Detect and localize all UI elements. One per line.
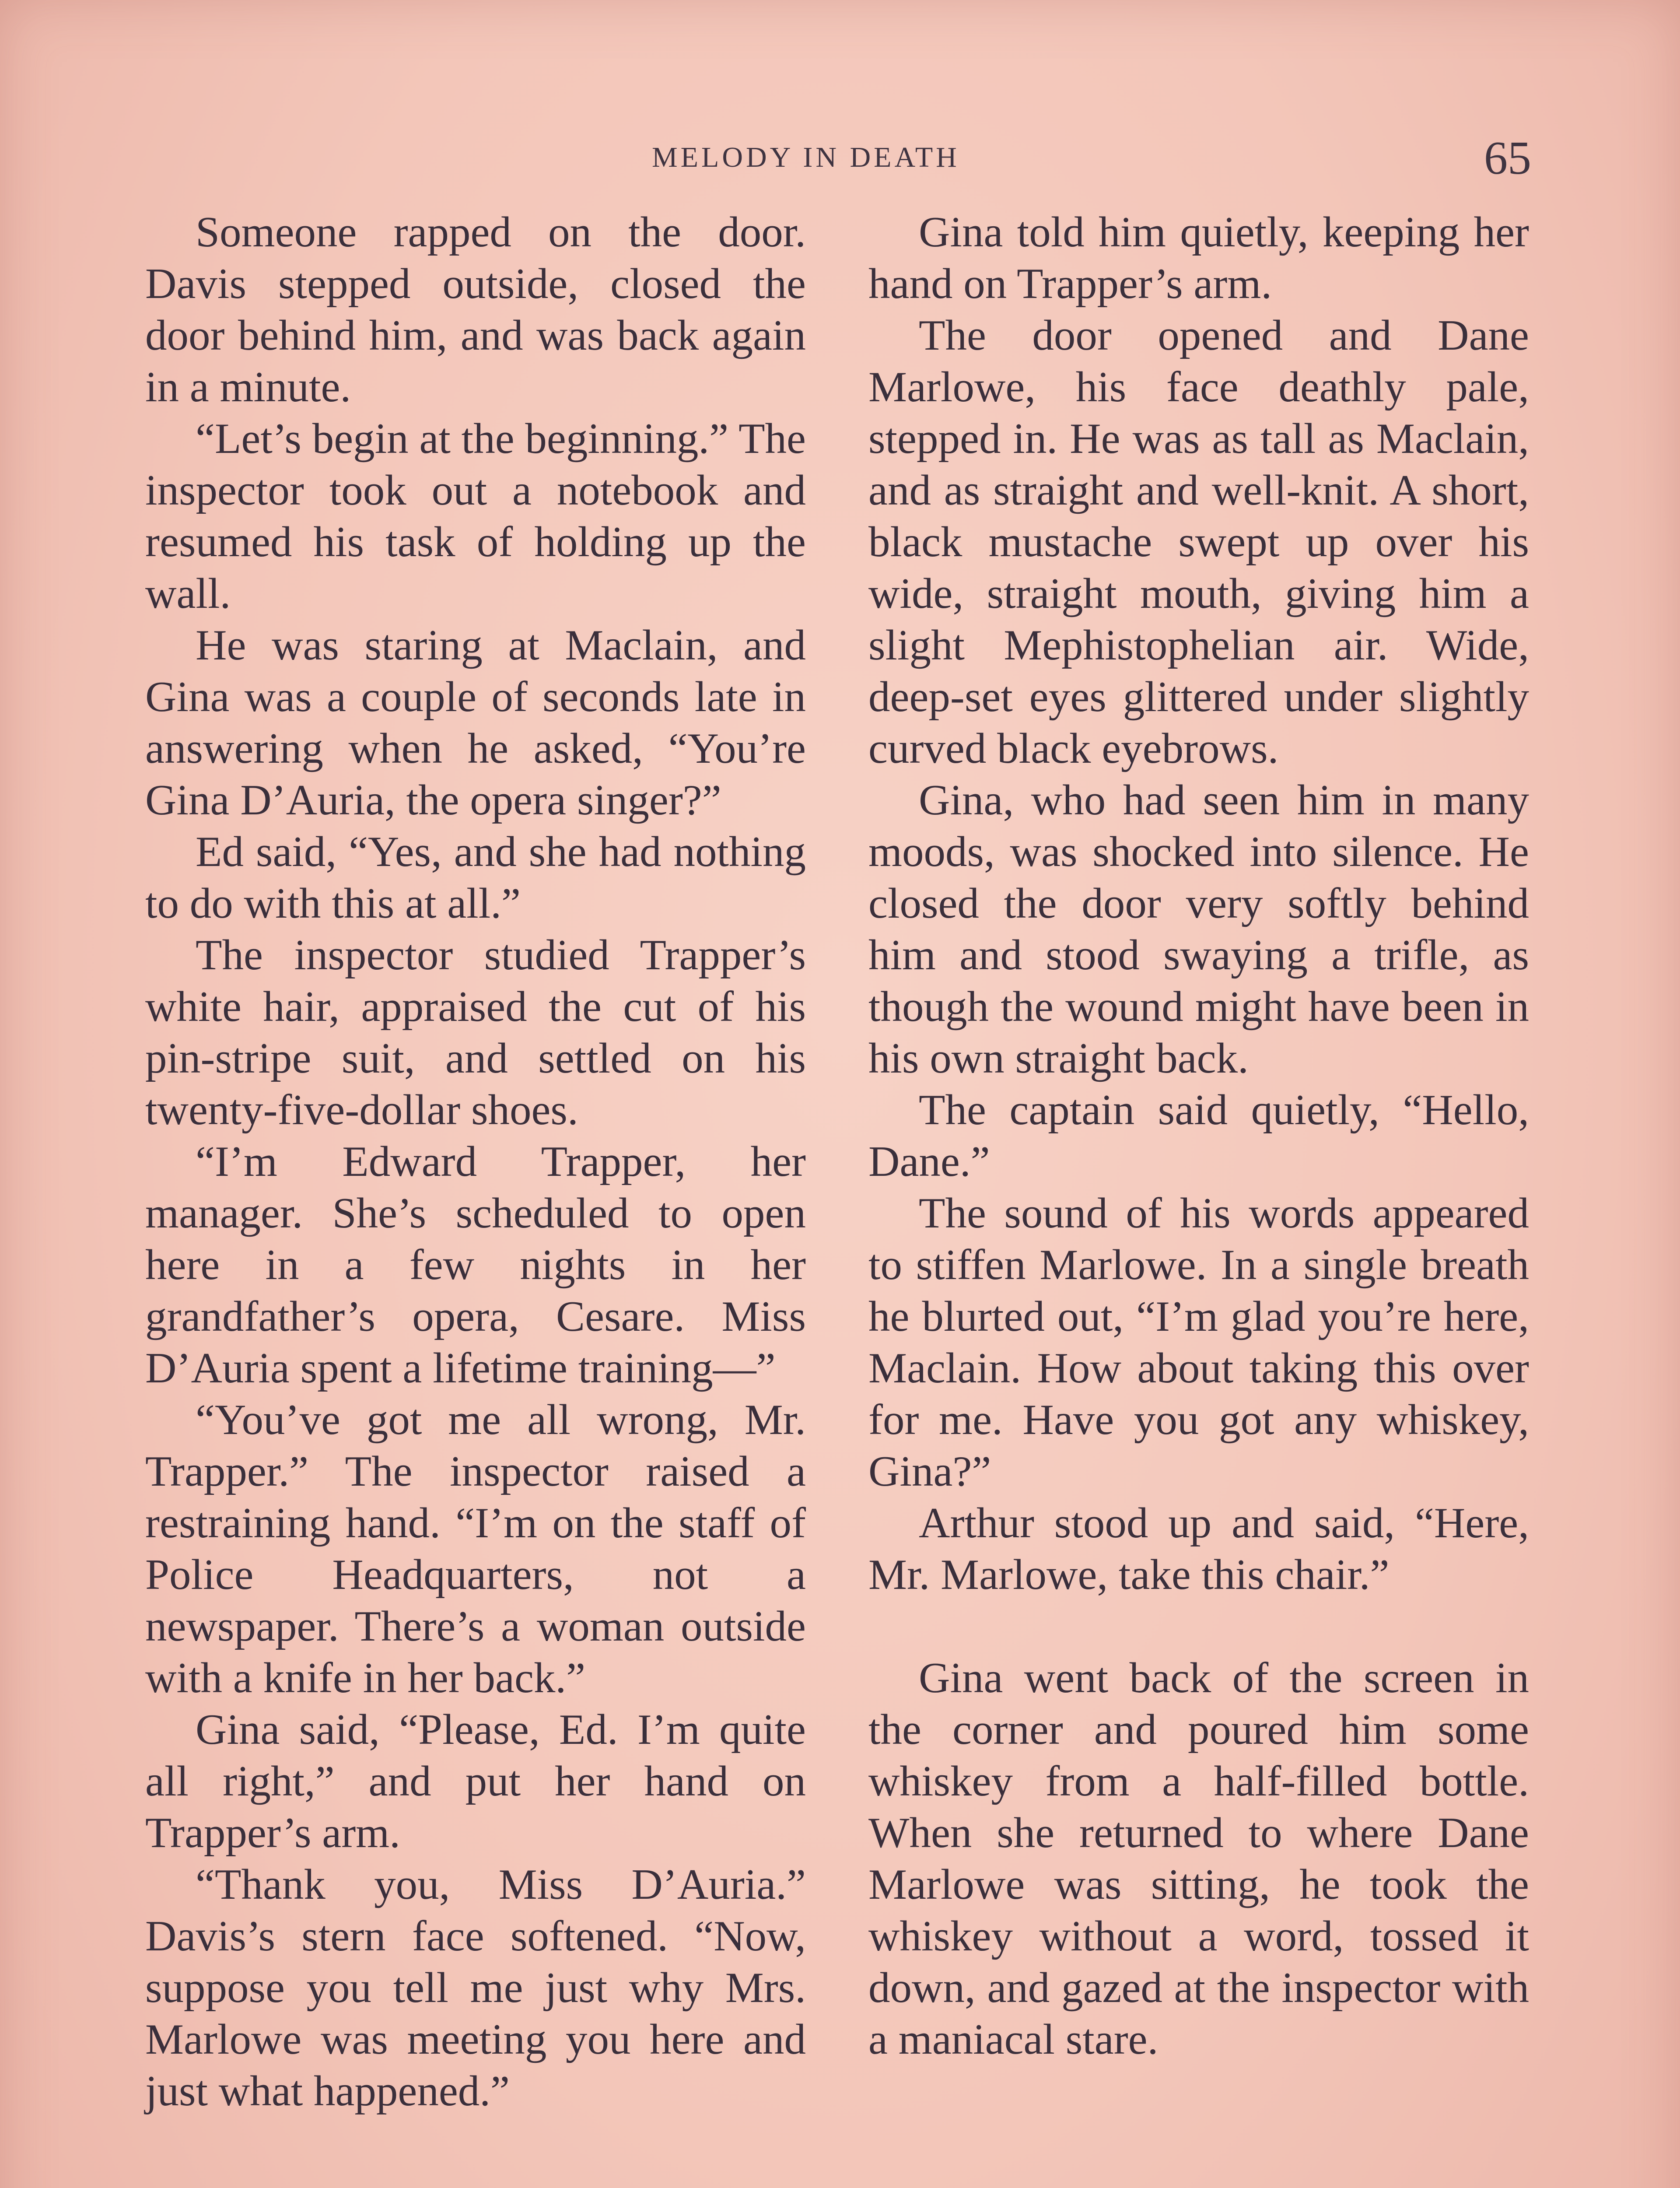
paragraph: The inspector studied Trapper’s white hair, appraised the cut of his pin-stripe suit, and settled on his twenty-five-dollar shoes. [145, 931, 806, 1134]
paragraph: Gina said, “Please, Ed. I’m quite all right,” and put her hand on Trapper’s arm. [145, 1706, 806, 1857]
paragraph: Someone rapped on the door. Davis stepped outside, closed the door behind him, and was back again in a minute. [145, 208, 806, 411]
paragraph: Ed said, “Yes, and she had nothing to do with this at all.” [145, 828, 806, 927]
paragraph: “Thank you, Miss D’Auria.” Davis’s stern face softened. “Now, suppose you tell me just why Mrs. Marlowe was meeting you here and just what happened.” [145, 1861, 806, 2115]
right-text-column [868, 207, 1529, 2065]
paragraph: The door opened and Dane Marlowe, his face deathly pale, stepped in. He was as tall as Maclain, and as straight and well-knit. A short, black mustache swept up over his wide, straight mouth, giving him a slight Mephistophelian air. Wide, deep-set eyes glittered under slightly curved black eyebrows. [868, 312, 1529, 772]
paragraph: The captain said quietly, “Hello, Dane.” [868, 1086, 1529, 1185]
paragraph: Arthur stood up and said, “Here, Mr. Marlowe, take this chair.” [868, 1499, 1529, 1599]
paragraph: “You’ve got me all wrong, Mr. Trapper.” The inspector raised a restraining hand. “I’m on the staff of Police Headquarters, not a newspaper. There’s a woman outside with a knife in her back.” [145, 1396, 806, 1702]
paragraph: Gina went back of the screen in the corner and poured him some whiskey from a half-filled bottle. When she returned to where Dane Marlowe was sitting, he took the whiskey without a word, tossed it down, and gazed at the inspector with a maniacal stare. [868, 1654, 1529, 2063]
page-number: 65 [1484, 132, 1531, 184]
paragraph: “I’m Edward Trapper, her manager. She’s scheduled to open here in a few nights in her grandfather’s opera, Cesare. Miss D’Auria spent a lifetime training—” [145, 1138, 806, 1392]
paragraph: He was staring at Maclain, and Gina was a couple of seconds late in answering when he asked, “You’re Gina D’Auria, the opera singer?” [145, 621, 806, 824]
running-title: MELODY IN DEATH [652, 141, 960, 173]
paragraph: Gina told him quietly, keeping her hand on Trapper’s arm. [868, 208, 1529, 308]
paragraph: Gina, who had seen him in many moods, was shocked into silence. He closed the door very softly behind him and stood swaying a trifle, as though the wound might have been in his own straight back. [868, 776, 1529, 1082]
left-text-column [145, 207, 806, 2117]
paragraph: “Let’s begin at the beginning.” The inspector took out a notebook and resumed his task of holding up the wall. [145, 415, 806, 617]
paragraph: The sound of his words appeared to stiffen Marlowe. In a single breath he blurted out, “I’m glad you’re here, Maclain. How about taking this over for me. Have you got any whiskey, Gina?” [868, 1189, 1529, 1495]
